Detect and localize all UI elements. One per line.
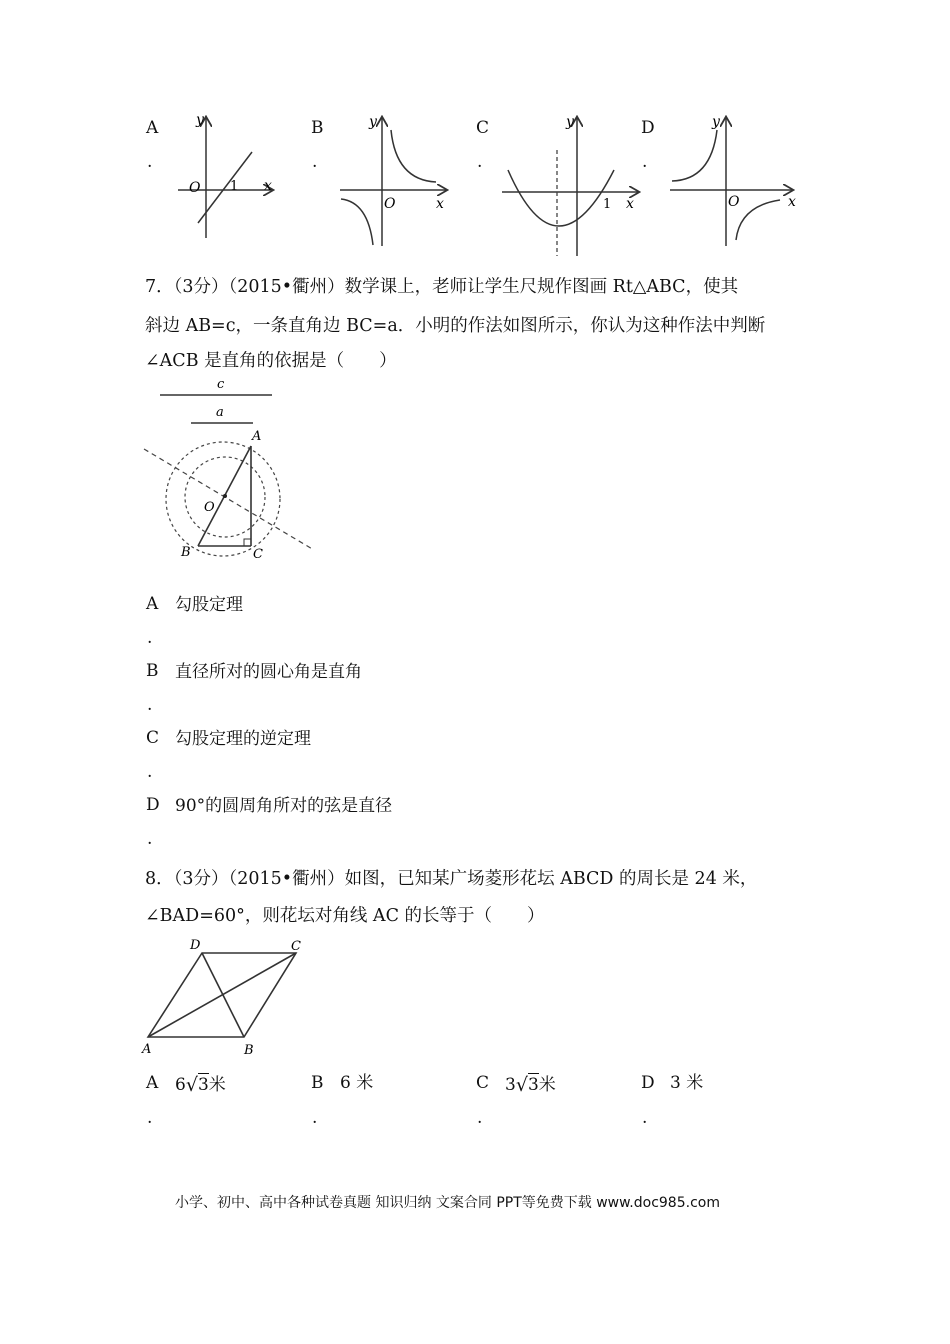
q6-option-b-letter: B [311, 118, 324, 138]
q6-option-c-letter: C [476, 118, 490, 138]
q7-option-b-text: 直径所对的圆心角是直角 [175, 662, 362, 682]
graph-c-y: y [566, 114, 574, 130]
q7-label-c: c [217, 377, 225, 392]
q8-option-d-dot: . [642, 1108, 648, 1128]
q7-option-d-text: 90°的圆周角所对的弦是直径 [175, 796, 393, 816]
q7-option-d-dot: . [147, 829, 153, 849]
q7-option-c-dot: . [147, 762, 153, 782]
graph-c-parabola [500, 110, 646, 260]
q7-option-d-letter: D [146, 795, 160, 815]
graph-a-linear [168, 110, 280, 244]
q7-option-b-letter: B [146, 661, 159, 681]
graph-c-x: x [626, 196, 634, 212]
q8-option-b-dot: . [312, 1108, 318, 1128]
q8-option-d-letter: D [641, 1073, 655, 1093]
q7-option-a-dot: . [147, 628, 153, 648]
graph-a-y: y [196, 112, 204, 128]
q7-option-b-dot: . [147, 695, 153, 715]
q8-stem-line-1: 8．（3分）（2015•衢州）如图，已知某广场菱形花坛 ABCD 的周长是 24 米， [145, 869, 758, 889]
graph-b-inverse [338, 110, 454, 250]
q8-option-d-value: 3 米 [670, 1073, 704, 1093]
q7-stem-line-3: ∠ACB 是直角的依据是（ ） [145, 351, 397, 371]
q7-option-c-text: 勾股定理的逆定理 [175, 729, 311, 749]
q6-option-d-letter: D [641, 118, 655, 138]
q6-option-b-dot: . [312, 152, 318, 172]
graph-d-origin: O [728, 194, 740, 210]
q7-label-B: B [181, 545, 191, 560]
q8-option-b-letter: B [311, 1073, 324, 1093]
q8-option-a-dot: . [147, 1108, 153, 1128]
q7-stem-line-2: 斜边 AB=c，一条直角边 BC=a．小明的作法如图所示，你认为这种作法中判断 [145, 316, 766, 336]
graph-a-one: 1 [230, 179, 239, 194]
q8-rhombus-figure [140, 933, 312, 1061]
graph-d-x: x [788, 194, 796, 210]
q8-option-b-value: 6 米 [340, 1073, 374, 1093]
q8-option-a-letter: A [146, 1073, 159, 1093]
q7-label-O: O [204, 500, 215, 515]
q7-option-c-letter: C [146, 728, 160, 748]
q7-label-A: A [252, 429, 262, 444]
q7-option-a-text: 勾股定理 [175, 595, 243, 615]
q6-option-c-dot: . [477, 152, 483, 172]
q6-option-d-dot: . [642, 152, 648, 172]
q7-label-a: a [216, 405, 224, 420]
q7-label-C: C [253, 547, 263, 562]
graph-b-origin: O [384, 196, 396, 212]
q8-option-c-dot: . [477, 1108, 483, 1128]
graph-c-one: 1 [603, 197, 612, 212]
q7-option-a-letter: A [146, 594, 159, 614]
graph-d-inverse [668, 110, 802, 250]
q8-label-A: A [142, 1042, 152, 1057]
q8-label-C: C [291, 939, 301, 954]
page-footer: 小学、初中、高中各种试卷真题 知识归纳 文案合同 PPT等免费下载 www.doc985.com [175, 1195, 720, 1211]
graph-a-origin: O [189, 180, 201, 196]
graph-b-x: x [436, 196, 444, 212]
q7-construction-figure [140, 372, 320, 564]
graph-d-y: y [712, 114, 720, 130]
q6-option-a-letter: A [146, 118, 159, 138]
q8-option-a-value: 6√3米 [175, 1074, 226, 1096]
q8-label-B: B [244, 1043, 254, 1058]
graph-b-y: y [369, 114, 377, 130]
q8-option-c-value: 3√3米 [505, 1074, 556, 1096]
graph-a-x: x [264, 178, 272, 194]
q8-stem-line-2: ∠BAD=60°，则花坛对角线 AC 的长等于（ ） [145, 906, 545, 926]
q6-option-a-dot: . [147, 152, 153, 172]
q7-stem-line-1: 7．（3分）（2015•衢州）数学课上，老师让学生尺规作图画 Rt△ABC，使其 [145, 277, 739, 297]
q8-label-D: D [190, 938, 201, 953]
q8-option-c-letter: C [476, 1073, 490, 1093]
